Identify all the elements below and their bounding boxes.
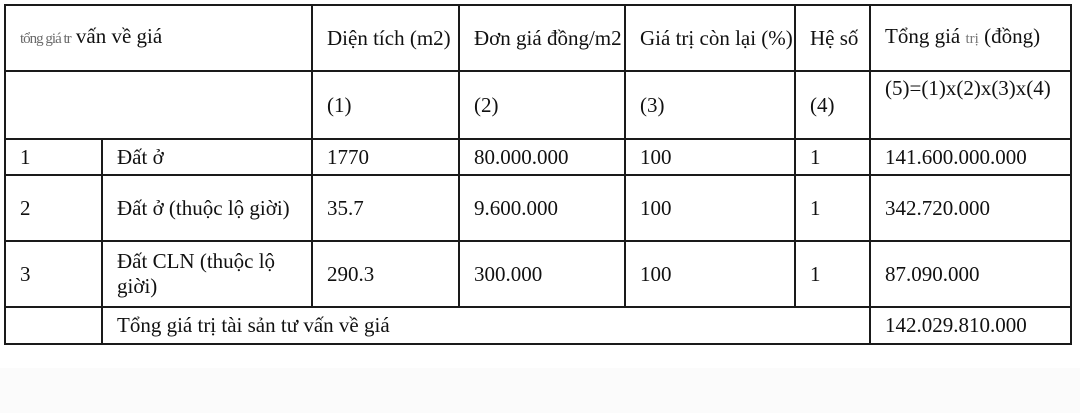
index-remaining-value-cell: (3) [625, 71, 795, 139]
grand-total-value: 142.029.810.000 [870, 307, 1071, 344]
row-area-cell: 1770 [312, 139, 459, 175]
row-remaining-value-cell: 100 [625, 241, 795, 307]
index-formula-cell: (5)=(1)x(2)x(3)x(4) [870, 71, 1071, 139]
row-name-cell: Đất CLN (thuộc lộ giời) [102, 241, 312, 307]
header-unit-price-cell: Đơn giá đồng/m2 [459, 5, 625, 71]
header-total-suffix: (đồng) [978, 24, 1041, 48]
row-total-cell: 87.090.000 [870, 241, 1071, 307]
table-row [5, 139, 1071, 175]
header-area-cell: Diện tích (m2) [312, 5, 459, 71]
row-total-cell: 342.720.000 [870, 175, 1071, 241]
total-empty-cell [5, 307, 102, 344]
valuation-table [4, 4, 1072, 345]
row-coefficient-cell: 1 [795, 139, 870, 175]
row-unit-price-cell: 80.000.000 [459, 139, 625, 175]
header-label-faded: tổng giá tr [20, 31, 71, 47]
header-row [5, 5, 1071, 71]
header-coefficient-cell: Hệ số [795, 5, 870, 71]
row-coefficient-cell: 1 [795, 241, 870, 307]
row-area-cell: 290.3 [312, 241, 459, 307]
row-area-cell: 35.7 [312, 175, 459, 241]
header-total-cell [870, 5, 1071, 71]
row-name-cell: Đất ở [102, 139, 312, 175]
index-area-cell: (1) [312, 71, 459, 139]
row-total-cell: 141.600.000.000 [870, 139, 1071, 175]
header-label-text: vấn về giá [70, 24, 163, 48]
row-name-cell: Đất ở (thuộc lộ giời) [102, 175, 312, 241]
header-description-cell [5, 5, 312, 71]
index-row [5, 71, 1071, 139]
header-total-faded: trị [965, 31, 979, 47]
row-unit-price-cell: 300.000 [459, 241, 625, 307]
row-coefficient-cell: 1 [795, 175, 870, 241]
header-total-prefix: Tổng giá [885, 24, 966, 48]
page-bottom-margin [0, 368, 1080, 413]
grand-total-label: Tổng giá trị tài sản tư vấn về giá [102, 307, 870, 344]
index-empty-cell [5, 71, 312, 139]
row-number-cell: 2 [5, 175, 102, 241]
header-remaining-value-cell: Giá trị còn lại (%) [625, 5, 795, 71]
row-unit-price-cell: 9.600.000 [459, 175, 625, 241]
index-coefficient-cell: (4) [795, 71, 870, 139]
table-row [5, 241, 1071, 307]
row-remaining-value-cell: 100 [625, 175, 795, 241]
row-number-cell: 1 [5, 139, 102, 175]
row-number-cell: 3 [5, 241, 102, 307]
row-remaining-value-cell: 100 [625, 139, 795, 175]
index-unit-price-cell: (2) [459, 71, 625, 139]
grand-total-row [5, 307, 1071, 344]
table-row [5, 175, 1071, 241]
